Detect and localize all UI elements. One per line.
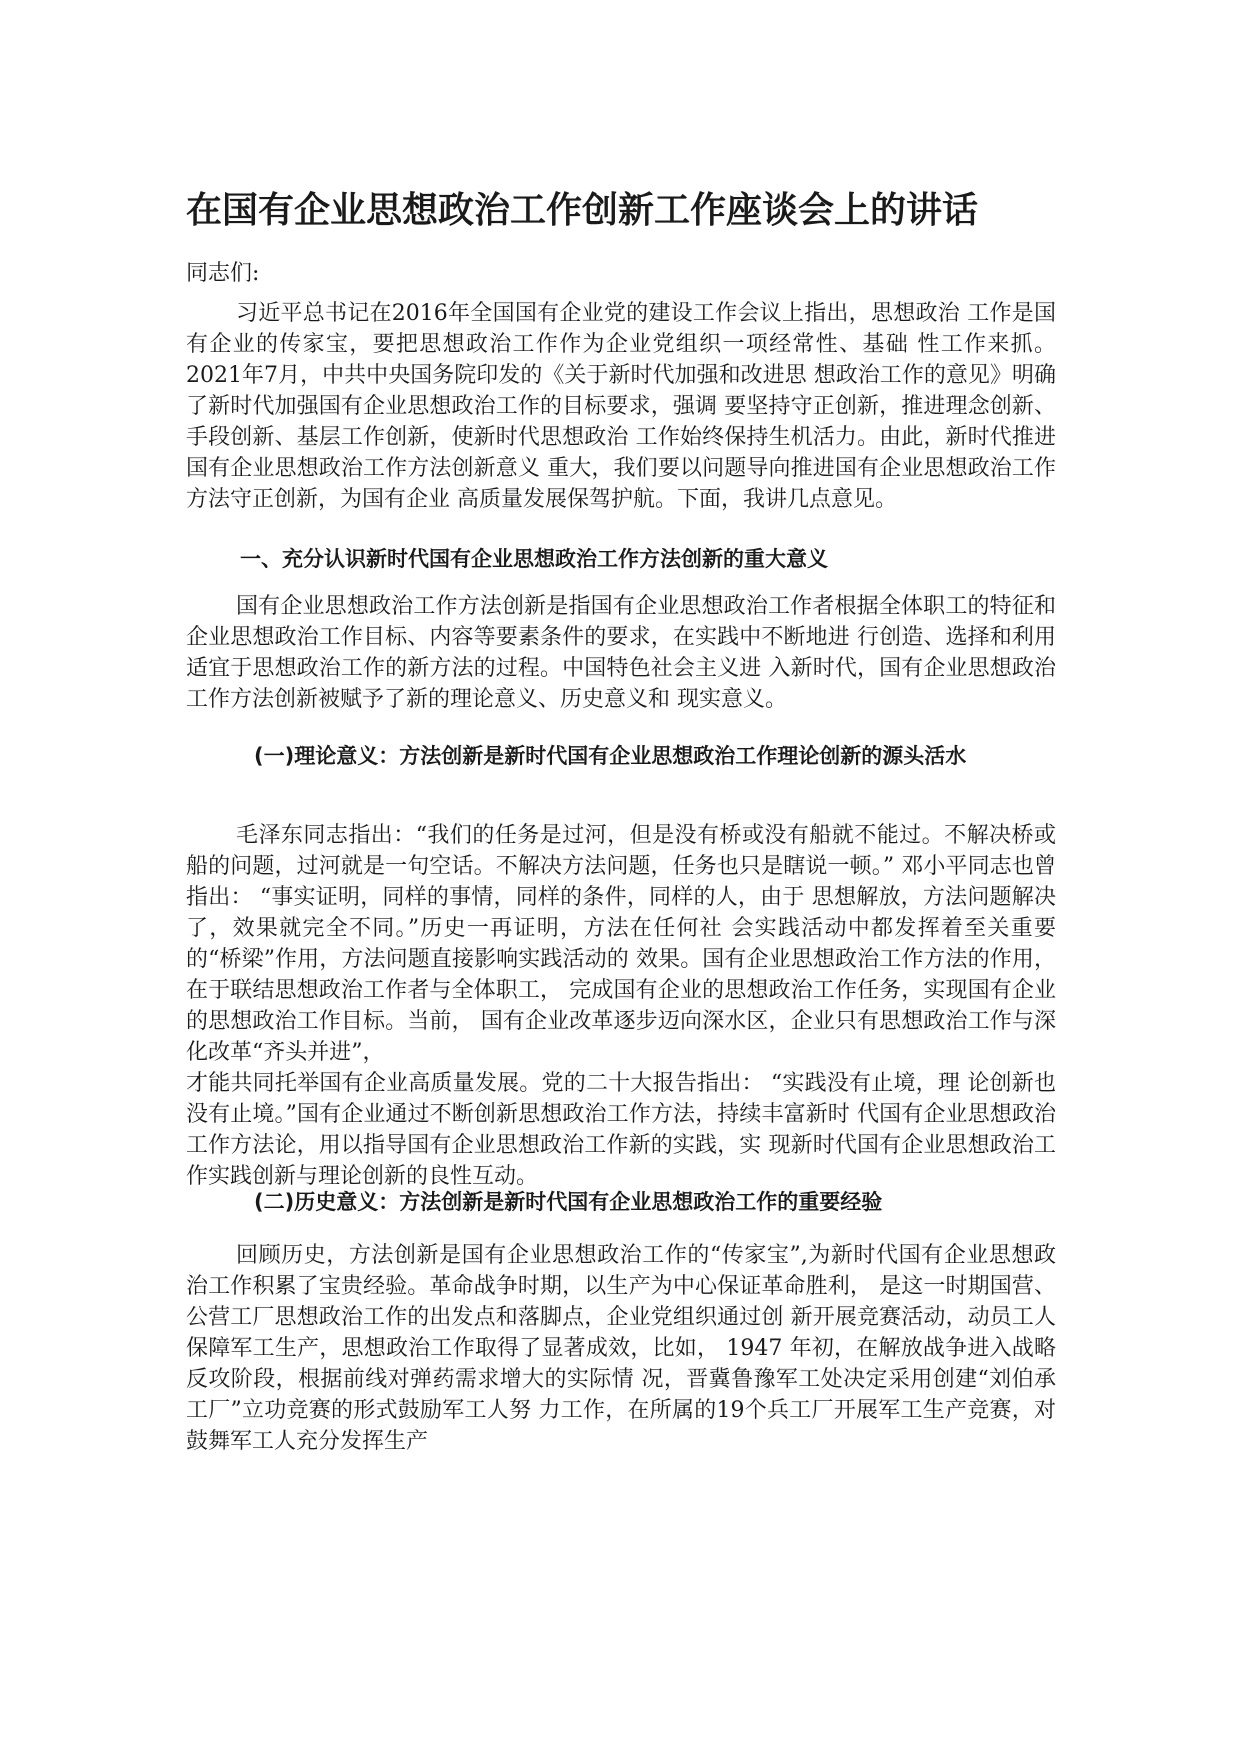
subsection-2-heading: (二)历史意义：方法创新是新时代国有企业思想政治工作的重要经验 [254, 1190, 883, 1214]
intro-paragraph: 习近平总书记在2016年全国国有企业党的建设工作会议上指出，思想政治 工作是国有企业的传家宝，要把思想政治工作作为企业党组织一项经常性、基础 性工作来抓。2021年7月，中共中央国务院印发的《关于新时代加强和改进思 想政治工作的意见》明确了新时代加强国有企业思想政治工作的目标要求，强调 要坚持守正创新，推进理念创新、手段创新、基层工作创新，使新时代思想政治 工作始终保持生机活力。由此，新时代推进国有企业思想政治工作方法创新意义 重大，我们要以问题导向推进国有企业思想政治工作方法守正创新，为国有企业 高质量发展保驾护航。下面，我讲几点意见。 [186, 301, 1056, 512]
subsection-1-paragraph-b: 才能共同托举国有企业高质量发展。党的二十大报告指出： “实践没有止境，理 论创新也没有止境。”国有企业通过不断创新思想政治工作方法，持续丰富新时 代国有企业思想政治工作方法论，用以指导国有企业思想政治工作新的实践，实 现新时代国有企业思想政治工作实践创新与理论创新的良性互动。 [186, 1071, 1056, 1189]
subsection-1-heading: (一)理论意义：方法创新是新时代国有企业思想政治工作理论创新的源头活水 [254, 744, 967, 768]
section-1-paragraph: 国有企业思想政治工作方法创新是指国有企业思想政治工作者根据全体职工的特征和企业思想政治工作目标、内容等要素条件的要求，在实践中不断地进 行创造、选择和利用适宜于思想政治工作的新方法的过程。中国特色社会主义进 入新时代，国有企业思想政治工作方法创新被赋予了新的理论意义、历史意义和 现实意义。 [186, 594, 1056, 712]
section-1-heading: 一、充分认识新时代国有企业思想政治工作方法创新的重大意义 [240, 547, 828, 571]
subsection-2-paragraph: 回顾历史，方法创新是国有企业思想政治工作的“传家宝”,为新时代国有企业思想政治工作积累了宝贵经验。革命战争时期，以生产为中心保证革命胜利， 是这一时期国营、公营工厂思想政治工作的出发点和落脚点，企业党组织通过创 新开展竞赛活动，动员工人保障军工生产，思想政治工作取得了显著成效，比如， 1947 年初，在解放战争进入战略反攻阶段，根据前线对弹药需求增大的实际情 况，晋冀鲁豫军工处决定采用创建“刘伯承工厂”立功竞赛的形式鼓励军工人努 力工作，在所属的19个兵工厂开展军工生产竞赛，对鼓舞军工人充分发挥生产 [186, 1243, 1056, 1454]
subsection-1-paragraph-a: 毛泽东同志指出：“我们的任务是过河，但是没有桥或没有船就不能过。不解决桥或船的问题，过河就是一句空话。不解决方法问题，任务也只是瞎说一顿。” 邓小平同志也曾指出： “事实证明，同样的事情，同样的条件，同样的人，由于 思想解放，方法问题解决了，效果就完全不同。”历史一再证明，方法在任何社 会实践活动中都发挥着至关重要的“桥梁”作用，方法问题直接影响实践活动的 效果。国有企业思想政治工作方法的作用，在于联结思想政治工作者与全体职工， 完成国有企业的思想政治工作任务，实现国有企业的思想政治工作目标。当前， 国有企业改革逐步迈向深水区，企业只有思想政治工作与深化改革“齐头并进”， [186, 823, 1056, 1065]
salutation: 同志们: [186, 261, 260, 286]
document-title: 在国有企业思想政治工作创新工作座谈会上的讲话 [186, 190, 979, 231]
